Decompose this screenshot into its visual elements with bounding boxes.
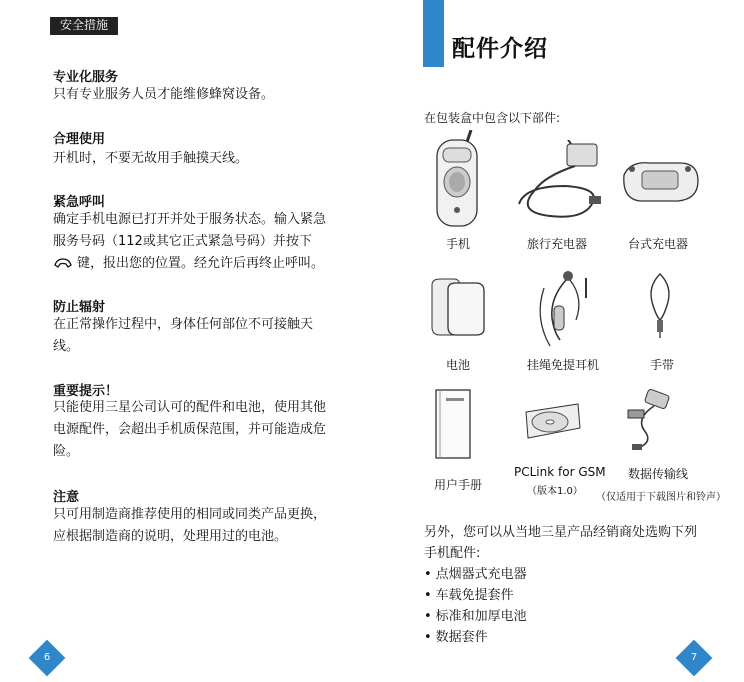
section-body-important [53,397,328,463]
body-line: 只能使用三星公司认可的配件和电池，使用其他 [53,400,327,415]
section-title-emergency-call: 紧急呼叫 [53,195,106,210]
body-line: 电源配件，会超出手机质保范围，并可能造成危 [53,422,327,437]
desktop-charger-icon [620,155,702,207]
item-sub-data-cable-note: （仅适用于下载图片和铃声） [596,492,726,503]
optional-accessories-intro [424,522,697,564]
battery-icon [430,275,488,337]
item-label-headset: 挂绳免提耳机 [527,358,600,372]
page-number-left: 6 [43,652,51,663]
manual-icon [432,388,474,460]
phone-icon [433,130,483,228]
page-title: 配件介绍 [452,36,548,62]
item-label-desktop-charger: 台式充电器 [628,237,689,251]
body-line: 服务号码（112或其它正式紧急号码）并按下 [53,234,312,249]
body-line: 应根据制造商的说明，处理用过的电池。 [53,529,288,544]
item-label-pclink: PCLink for GSM [514,465,606,479]
section-body-proper-use [53,148,328,170]
intro-line: 手机配件: [424,546,481,561]
item-label-manual: 用户手册 [434,478,483,492]
section-body-radiation [53,314,328,358]
body-line: 确定手机电源已打开并处于服务状态。输入紧急 [53,212,327,227]
section-body-professional-service [53,84,328,106]
body-line-with-icon [53,253,328,275]
body-line: 开机时，不要无故用手触摸天线。 [53,151,249,166]
item-label-strap: 手带 [650,358,675,372]
section-body-caution [53,504,328,548]
item-label-data-cable: 数据传输线 [628,467,689,481]
send-key-icon [53,256,73,272]
section-title-professional-service: 专业化服务 [53,70,119,85]
page-number-right: 7 [690,652,698,663]
strap-icon [646,272,674,340]
item-label-phone: 手机 [446,237,471,251]
section-tag: 安全措施 [50,17,118,35]
item-label-battery: 电池 [446,358,471,372]
travel-charger-icon [505,140,605,225]
section-title-caution: 注意 [53,490,80,505]
accent-bar [423,0,444,67]
item-label-travel-charger: 旅行充电器 [527,237,588,251]
section-title-important: 重要提示！ [53,384,119,399]
body-line: 在正常操作过程中，身体任何部位不可接触天 [53,317,314,332]
headset-icon [530,268,594,350]
data-cable-icon [620,388,682,454]
section-body-emergency-call [53,209,328,275]
body-line-text: 键，报出您的位置。经允许后再终止呼叫。 [77,256,325,271]
item-sub-pclink-version: （版本1.0） [527,486,583,497]
list-item: • 标准和加厚电池 [424,606,527,627]
body-line: 险。 [53,444,80,459]
list-item: • 数据套件 [424,627,527,648]
intro-line: 另外，您可以从当地三星产品经销商处选购下列 [424,525,698,540]
list-item: • 点烟器式充电器 [424,564,527,585]
body-line: 只可用制造商推荐使用的相同或同类产品更换， [53,507,327,522]
cd-icon [520,398,584,442]
package-contents-intro: 在包装盒中包含以下部件: [424,111,561,125]
section-title-proper-use: 合理使用 [53,132,106,147]
optional-accessories-list [424,564,527,648]
list-item: • 车载免提套件 [424,585,527,606]
body-line: 只有专业服务人员才能维修蜂窝设备。 [53,87,275,102]
section-title-radiation: 防止辐射 [53,300,106,315]
body-line: 线。 [53,339,80,354]
